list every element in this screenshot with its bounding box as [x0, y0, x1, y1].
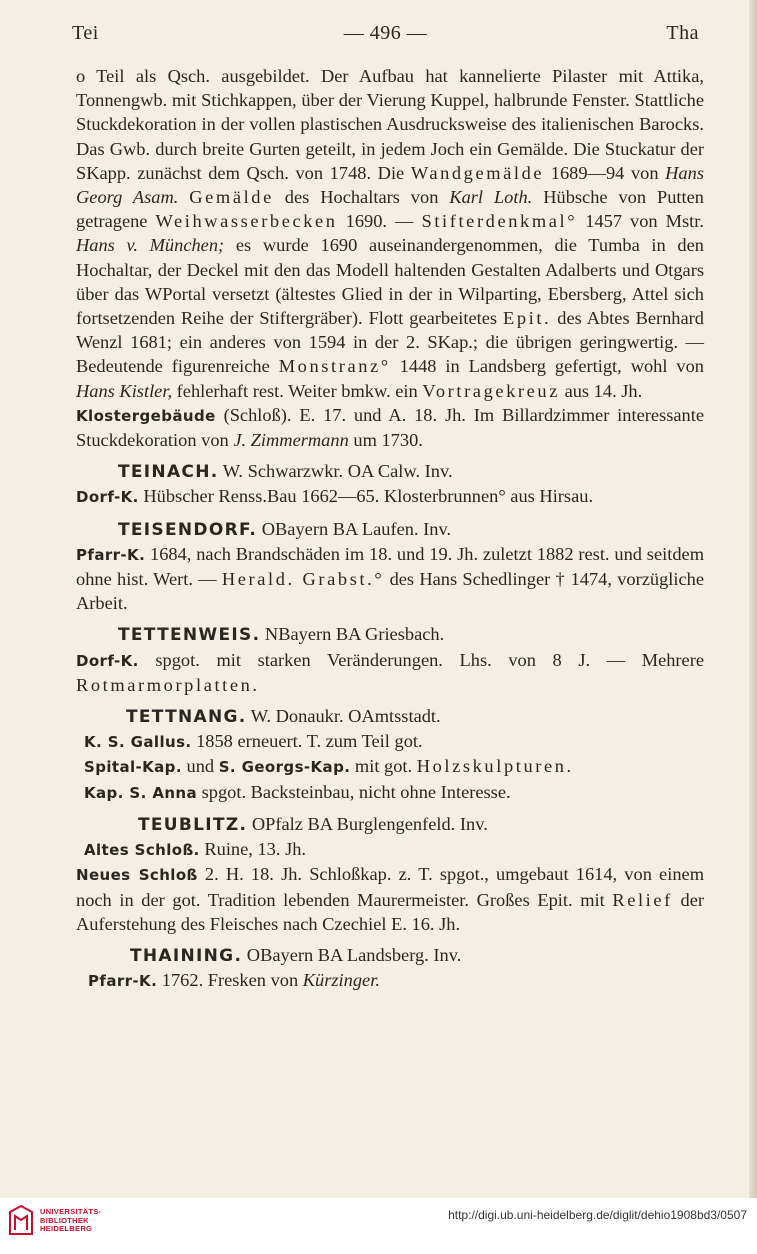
text-run: spgot. mit starken Veränderungen. Lhs. von 8 J. — Mehrere — [138, 649, 704, 670]
text-run: (Schloß). E. 17. und A. 18. Jh. Im Billardzimmer interessante Stuckdekoration von — [76, 404, 704, 451]
text-run: o Teil als Qsch. ausgebildet. Der Aufbau hat kannelierte Pilaster mit Attika, Tonnengwb. mit Stichkappen, über der Vierung Kuppel, halbrunde Fenster. Stattliche Stuckdekoration in der vollen plastischen Ausdrucksweise des italienischen Barocks. Das Gwb. durch breite Gurten geteilt, in jedem Joch ein Gemälde. Die Stuckatur der SKapp. zunächst dem Qsch. von 1748. Die — [76, 66, 704, 183]
place-heading-teisendorf — [118, 517, 704, 542]
text-run: W. Schwarzwkr. OA Calw. Inv. — [218, 461, 453, 482]
building-label: Klostergebäude — [76, 406, 216, 425]
text-run: 1689—94 von — [544, 162, 666, 183]
text-run: spgot. Backsteinbau, nicht ohne Interesse. — [197, 781, 511, 802]
building-label: Altes Schloß. — [84, 841, 200, 860]
text-run: Ruine, 13. Jh. — [199, 839, 307, 860]
building-label: K. S. Gallus. — [84, 733, 192, 752]
text-run: der Auferstehung des Fleisches nach Czechiel E. 16. Jh. — [76, 889, 704, 934]
text-run: 1684, nach Brandschäden im 18. und 19. Jh. zuletzt 1882 rest. und seitdem ohne hist. Wert. — — [76, 543, 704, 590]
digitization-footer — [0, 1198, 757, 1254]
building-label: Dorf-K. — [76, 651, 139, 670]
building-label: Pfarr-K. — [88, 972, 158, 991]
page-body — [76, 64, 704, 993]
entry-teinach-dorf-k — [76, 484, 704, 509]
artist-name: Kürzinger. — [302, 970, 380, 991]
text-run: 1762. Fresken von — [157, 970, 303, 991]
object-term: Monstranz° — [278, 356, 391, 377]
logo-line-2: BIBLIOTHEK — [40, 1215, 89, 1225]
text-run: 1457 von Mstr. — [577, 211, 704, 232]
object-term: Weihwasserbecken — [155, 211, 338, 232]
text-run: des Abtes Bernhard Wenzl 1681; ein anderes von 1594 in der 2. SKap.; die übrigen geringwertig. — Bedeutende figurenreiche — [76, 308, 704, 377]
text-run — [178, 187, 189, 207]
building-label: Pfarr-K. — [76, 545, 146, 564]
building-label: S. Georgs-Kap. — [218, 758, 351, 777]
building-label: Spital-Kap. — [84, 758, 182, 777]
text-run: es wurde 1690 auseinandergenommen, die Tumba in den Hochaltar, der Deckel mit den das Modell haltenden Gestalten Adalberts und Otgars über das WPortal versetzt (ältestes Glied in der in Wilparting, Ebersberg, Attel sich fortsetzenden Reihe der Stiftergräber). Flott gearbeitetes — [76, 235, 704, 329]
artist-name: Karl Loth. — [449, 187, 533, 208]
library-logo-wordmark — [40, 1208, 101, 1234]
object-term: Relief — [612, 889, 673, 910]
text-run: um 1730. — [348, 430, 423, 451]
artist-name: J. Zimmermann — [233, 430, 349, 451]
place-heading-teinach — [118, 459, 704, 484]
text-run: aus 14. Jh. — [559, 380, 643, 401]
object-term: Wandgemälde — [410, 162, 545, 183]
text-run: 1858 erneuert. T. zum Teil got. — [191, 731, 423, 752]
library-logo-icon — [8, 1204, 34, 1236]
object-term: Herald. Grabst.° — [221, 569, 385, 590]
object-term: Vortragekreuz — [422, 380, 560, 401]
text-run: 1448 in Landsberg gefertigt, wohl von — [390, 356, 705, 377]
text-run: fehlerhaft rest. Weiter bmkw. ein — [172, 380, 423, 401]
entry-tettnang-kap-anna — [76, 780, 704, 805]
text-run: 1690. — — [337, 211, 422, 232]
continuation-paragraph — [76, 64, 704, 403]
logo-line-3: HEIDELBERG — [40, 1224, 93, 1233]
text-run: des Hans Schedlinger † 1474, vorzügliche Arbeit. — [76, 569, 705, 614]
place-name: TEUBLITZ. — [138, 814, 248, 835]
place-name: TEISENDORF. — [118, 519, 258, 540]
place-name: TEINACH. — [118, 462, 219, 483]
building-label: Kap. S. Anna — [84, 783, 198, 802]
entry-tettnang-spital-kap — [76, 754, 704, 779]
logo-line-1: UNIVERSITÄTS- — [40, 1207, 102, 1216]
entry-tettenweis-dorf-k — [76, 648, 704, 697]
object-term: Holzskulpturen. — [416, 756, 574, 777]
place-name: TETTENWEIS. — [118, 625, 261, 646]
entry-teublitz-neues-schloss — [76, 862, 704, 936]
text-run: mit got. — [350, 756, 417, 777]
text-run: NBayern BA Griesbach. — [260, 624, 445, 645]
text-run: OBayern BA Landsberg. Inv. — [242, 944, 462, 965]
header-right-keyword: Tha — [666, 22, 699, 44]
building-label: Neues Schloß — [76, 866, 198, 885]
running-header — [72, 22, 699, 52]
header-left-keyword: Tei — [72, 22, 99, 44]
place-heading-tettnang — [126, 704, 704, 729]
page-number: — 496 — — [343, 22, 428, 44]
place-heading-teublitz — [138, 812, 704, 837]
place-name: THAINING. — [130, 945, 243, 966]
text-run: Hübsche von Putten getragene — [76, 187, 704, 232]
text-run: 2. H. 18. Jh. Schloßkap. z. T. spgot., umgebaut 1614, von einem noch in der got. Tradition lebenden Maurermeister. Großes Epit. mit — [76, 864, 704, 910]
text-run: OPfalz BA Burglengenfeld. Inv. — [247, 813, 488, 834]
entry-thaining-pfarr-k — [76, 968, 704, 993]
page-edge — [749, 0, 757, 1200]
artist-name: Hans Georg Asam. — [76, 162, 704, 208]
object-term: Rotmarmorplatten. — [76, 674, 260, 695]
entry-klostergebaeude — [76, 403, 704, 452]
text-run: des Hochaltars von — [273, 187, 450, 208]
building-label: Dorf-K. — [76, 488, 139, 507]
place-heading-thaining — [130, 943, 704, 968]
place-name: TETTNANG. — [126, 707, 247, 728]
text-run: und — [181, 756, 219, 777]
source-url-link[interactable]: http://digi.ub.uni-heidelberg.de/diglit/dehio1908bd3/0507 — [448, 1208, 747, 1222]
entry-teisendorf-pfarr-k — [76, 542, 704, 616]
artist-name: Hans v. München; — [76, 235, 225, 256]
text-run: OBayern BA Laufen. Inv. — [257, 518, 452, 539]
object-term: Epit. — [503, 308, 552, 329]
entry-teublitz-altes-schloss — [76, 837, 704, 862]
object-term: Gemälde — [189, 187, 274, 208]
text-run: Hübscher Renss.Bau 1662—65. Klosterbrunnen° aus Hirsau. — [138, 486, 594, 507]
text-run: W. Donaukr. OAmtsstadt. — [246, 706, 441, 727]
entry-tettnang-gallus — [76, 729, 704, 754]
place-heading-tettenweis — [118, 622, 704, 647]
object-term: Stifterdenkmal° — [421, 211, 578, 232]
artist-name: Hans Kistler, — [76, 380, 173, 401]
